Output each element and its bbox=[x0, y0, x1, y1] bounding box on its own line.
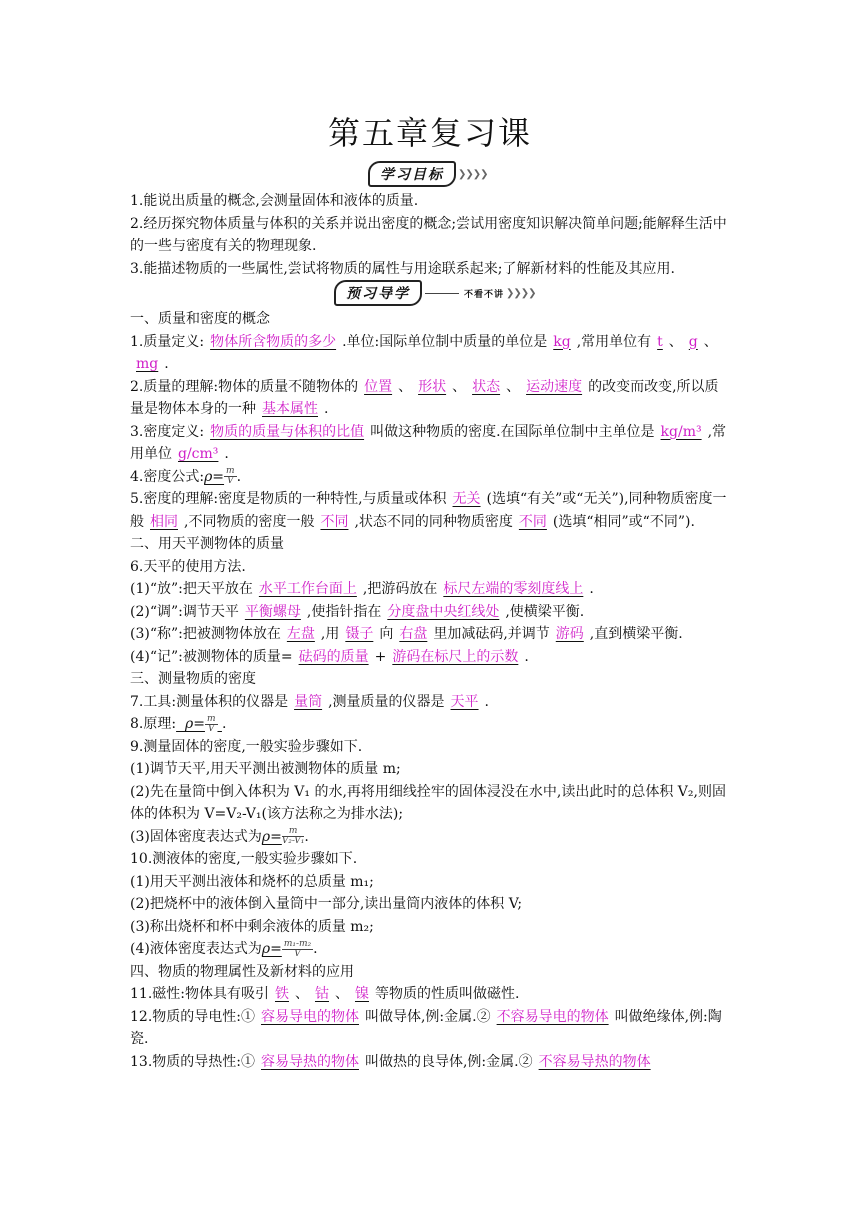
question-1 bbox=[130, 331, 730, 376]
text: (2)“调”:调节天平 bbox=[130, 603, 239, 620]
rho-symbol: ρ= bbox=[204, 468, 225, 485]
text: ,常用单位有 bbox=[576, 333, 652, 350]
text: ,把游码放在 bbox=[362, 581, 438, 597]
text: 5.密度的理解:密度是物质的一种特性,与质量或体积 bbox=[130, 491, 447, 507]
rho-symbol: ρ= bbox=[261, 828, 282, 845]
learning-goals-banner bbox=[368, 160, 488, 188]
text: 、 bbox=[668, 333, 683, 350]
answer: 基本属性 bbox=[262, 401, 318, 417]
fraction bbox=[224, 467, 237, 486]
question-10-3: (3)称出烧杯和杯中剩余液体的质量 m₂; bbox=[130, 918, 374, 935]
question-9-3 bbox=[130, 826, 730, 849]
section-heading: 三、测量物质的密度 bbox=[130, 671, 256, 687]
answer: 游码 bbox=[555, 626, 584, 642]
numerator: m bbox=[206, 713, 216, 724]
text: . bbox=[313, 941, 318, 957]
section-heading: 二、用天平测物体的质量 bbox=[130, 536, 284, 552]
text: 、 bbox=[334, 986, 349, 1002]
answer: 钴 bbox=[314, 986, 329, 1002]
answer: 不同 bbox=[320, 513, 349, 530]
answer: 镍 bbox=[354, 986, 369, 1002]
text: . bbox=[164, 356, 169, 372]
question-12 bbox=[130, 1006, 730, 1051]
rho-symbol: ρ= bbox=[184, 716, 205, 732]
text: ,状态不同的同种物质密度 bbox=[354, 513, 513, 530]
text: . bbox=[589, 581, 594, 597]
objective-item: 2.经历探究物体质量与体积的关系并说出密度的概念;尝试用密度知识解决简单问题;能解释生活中的一些与密度有关的物理现象. bbox=[130, 215, 727, 254]
arrow-decoration-icon: ❯❯❯❯ bbox=[458, 168, 488, 180]
text: + bbox=[374, 648, 387, 665]
question-4 bbox=[130, 466, 730, 489]
question-2 bbox=[130, 376, 730, 421]
banner-label: 学习目标 bbox=[368, 161, 456, 187]
text: 的改变而改变,所以质量是物体本身的一种 bbox=[130, 378, 719, 417]
divider bbox=[425, 293, 459, 294]
answer: g bbox=[688, 333, 698, 350]
question-10: 10.测液体的密度,一般实验步骤如下. bbox=[130, 851, 358, 867]
question-10-4 bbox=[130, 938, 730, 961]
question-5 bbox=[130, 488, 730, 533]
question-9-1: (1)调节天平,用天平测出被测物体的质量 m; bbox=[130, 761, 401, 777]
text: 叫做绝缘体,例:陶瓷. bbox=[130, 1008, 722, 1047]
text: . bbox=[324, 401, 329, 417]
answer: 砝码的质量 bbox=[298, 648, 369, 665]
text: 2.质量的理解:物体的质量不随物体的 bbox=[130, 378, 359, 395]
review-content bbox=[130, 308, 730, 1073]
text: 8.原理: bbox=[130, 716, 177, 732]
answer: 镊子 bbox=[345, 626, 374, 642]
text: 3.密度定义: bbox=[130, 423, 205, 440]
text: 1.质量定义: bbox=[130, 333, 205, 350]
text: ,常用单位 bbox=[130, 423, 727, 462]
denominator: V₂-V₁ bbox=[281, 836, 305, 846]
answer: kg/m³ bbox=[660, 423, 702, 440]
question-6-3 bbox=[130, 623, 730, 646]
text: . bbox=[221, 716, 227, 732]
answer: 平衡螺母 bbox=[244, 603, 301, 620]
question-11 bbox=[130, 983, 730, 1006]
section-heading: 四、物质的物理属性及新材料的应用 bbox=[130, 963, 354, 980]
text: ,不同物质的密度一般 bbox=[184, 513, 315, 530]
answer: 无关 bbox=[452, 491, 481, 507]
text: (4)液体密度表达式为 bbox=[130, 941, 262, 957]
question-6: 6.天平的使用方法. bbox=[130, 558, 246, 575]
answer: 物体所含物质的多少 bbox=[210, 333, 337, 350]
fraction bbox=[282, 940, 313, 959]
text: (3)固体密度表达式为 bbox=[130, 828, 262, 845]
denominator: V bbox=[207, 723, 215, 734]
density-formula bbox=[261, 938, 313, 959]
answer: 不容易导电的物体 bbox=[496, 1008, 609, 1025]
banner-subtitle: 不看不讲 bbox=[464, 289, 505, 300]
answer: 不容易导热的物体 bbox=[538, 1053, 651, 1070]
question-7 bbox=[130, 691, 730, 714]
text: 4.密度公式: bbox=[130, 468, 205, 485]
answer: 分度盘中央红线处 bbox=[387, 603, 500, 620]
banner-label: 预习导学 bbox=[334, 280, 422, 306]
page-title: 第五章复习课 bbox=[327, 114, 532, 152]
objective-item: 3.能描述物质的一些属性,尝试将物质的属性与用途联系起来;了解新材料的性能及其应用. bbox=[130, 260, 675, 277]
text: (3)“称”:把被测物体放在 bbox=[130, 626, 281, 642]
text: (4)“记”:被测物体的质量= bbox=[130, 648, 293, 665]
text: 、 bbox=[506, 378, 521, 395]
text: 11.磁性:物体具有吸引 bbox=[130, 986, 269, 1002]
text: 、 bbox=[294, 986, 309, 1002]
text: 、 bbox=[452, 378, 467, 395]
text: 叫做热的良导体,例:金属.② bbox=[364, 1053, 533, 1070]
fraction bbox=[205, 715, 218, 734]
density-formula bbox=[176, 713, 222, 734]
text: 7.工具:测量体积的仪器是 bbox=[130, 693, 289, 710]
density-formula bbox=[261, 826, 305, 846]
answer: 物质的质量与体积的比值 bbox=[210, 423, 365, 440]
answer: 形状 bbox=[418, 378, 447, 395]
fraction bbox=[282, 827, 305, 846]
text: ,直到横梁平衡. bbox=[589, 626, 683, 642]
question-8 bbox=[130, 713, 730, 736]
question-3 bbox=[130, 421, 730, 466]
answer: 游码在标尺上的示数 bbox=[392, 648, 519, 665]
arrow-decoration-icon: ❯❯❯❯ bbox=[506, 287, 536, 299]
text: 等物质的性质叫做磁性. bbox=[374, 986, 520, 1002]
text: . bbox=[524, 648, 529, 665]
numerator: m bbox=[226, 466, 235, 476]
answer: g/cm³ bbox=[178, 446, 219, 462]
section-heading: 一、质量和密度的概念 bbox=[130, 311, 270, 327]
answer: 不同 bbox=[518, 513, 547, 530]
answer: 右盘 bbox=[399, 626, 428, 642]
text: ,使横梁平衡. bbox=[505, 603, 585, 620]
answer: 相同 bbox=[150, 513, 178, 530]
text: 向 bbox=[379, 626, 394, 642]
rho-symbol: ρ= bbox=[261, 941, 282, 957]
question-10-1: (1)用天平测出液体和烧杯的总质量 m₁; bbox=[130, 873, 374, 890]
answer: 标尺左端的零刻度线上 bbox=[443, 581, 584, 597]
answer: kg bbox=[553, 333, 571, 350]
text: (选填“有关”或“无关”),同种物质密度一般 bbox=[130, 491, 727, 530]
text: . bbox=[224, 446, 229, 462]
answer: 水平工作台面上 bbox=[258, 581, 357, 597]
text: ,测量质量的仪器是 bbox=[328, 693, 445, 710]
text: ,使指针指在 bbox=[306, 603, 382, 620]
denominator: V bbox=[227, 476, 234, 486]
text: ,用 bbox=[320, 626, 340, 642]
answer: 状态 bbox=[472, 378, 501, 395]
text: 、 bbox=[703, 333, 718, 350]
question-10-2: (2)把烧杯中的液体倒入量筒中一部分,读出量筒内液体的体积 V; bbox=[130, 896, 523, 912]
answer: 位置 bbox=[364, 378, 393, 395]
question-9-2: (2)先在量筒中倒入体积为 V₁ 的水,再将用细线拴牢的固体浸没在水中,读出此时的总体积 V₂,则固体的体积为 V=V₂-V₁(该方法称之为排水法); bbox=[130, 783, 726, 822]
answer: mg bbox=[136, 356, 159, 372]
text: . bbox=[236, 468, 242, 485]
text: (1)“放”:把天平放在 bbox=[130, 581, 253, 597]
question-6-1 bbox=[130, 578, 730, 601]
numerator: m₁-m₂ bbox=[283, 938, 312, 949]
answer: 量筒 bbox=[294, 693, 323, 710]
answer: 铁 bbox=[274, 986, 289, 1002]
answer: 天平 bbox=[450, 693, 479, 710]
preview-guide-banner bbox=[334, 279, 536, 307]
question-13 bbox=[130, 1051, 730, 1074]
objective-item: 1.能说出质量的概念,会测量固体和液体的质量. bbox=[130, 193, 419, 209]
text: 12.物质的导电性:① bbox=[130, 1008, 255, 1025]
answer: 容易导电的物体 bbox=[260, 1008, 359, 1025]
question-6-4 bbox=[130, 646, 730, 669]
answer: 容易导热的物体 bbox=[260, 1053, 359, 1070]
text: 、 bbox=[398, 378, 413, 395]
text: (选填“相同”或“不同”). bbox=[552, 513, 695, 530]
numerator: m bbox=[282, 827, 305, 837]
answer: 运动速度 bbox=[526, 378, 583, 395]
text: .单位:国际单位制中质量的单位是 bbox=[342, 333, 548, 350]
text: 叫做导体,例:金属.② bbox=[364, 1008, 491, 1025]
denominator: V bbox=[294, 948, 301, 959]
question-6-2 bbox=[130, 601, 730, 624]
text: . bbox=[484, 693, 489, 710]
answer: 左盘 bbox=[286, 626, 315, 642]
text: . bbox=[304, 828, 309, 845]
answer: t bbox=[657, 333, 663, 350]
text: 叫做这种物质的密度.在国际单位制中主单位是 bbox=[370, 423, 655, 440]
question-9: 9.测量固体的密度,一般实验步骤如下. bbox=[130, 738, 363, 755]
text: 13.物质的导热性:① bbox=[130, 1053, 255, 1070]
objectives-block bbox=[130, 190, 730, 280]
text: 里加减砝码,并调节 bbox=[433, 626, 550, 642]
density-formula bbox=[204, 466, 237, 486]
